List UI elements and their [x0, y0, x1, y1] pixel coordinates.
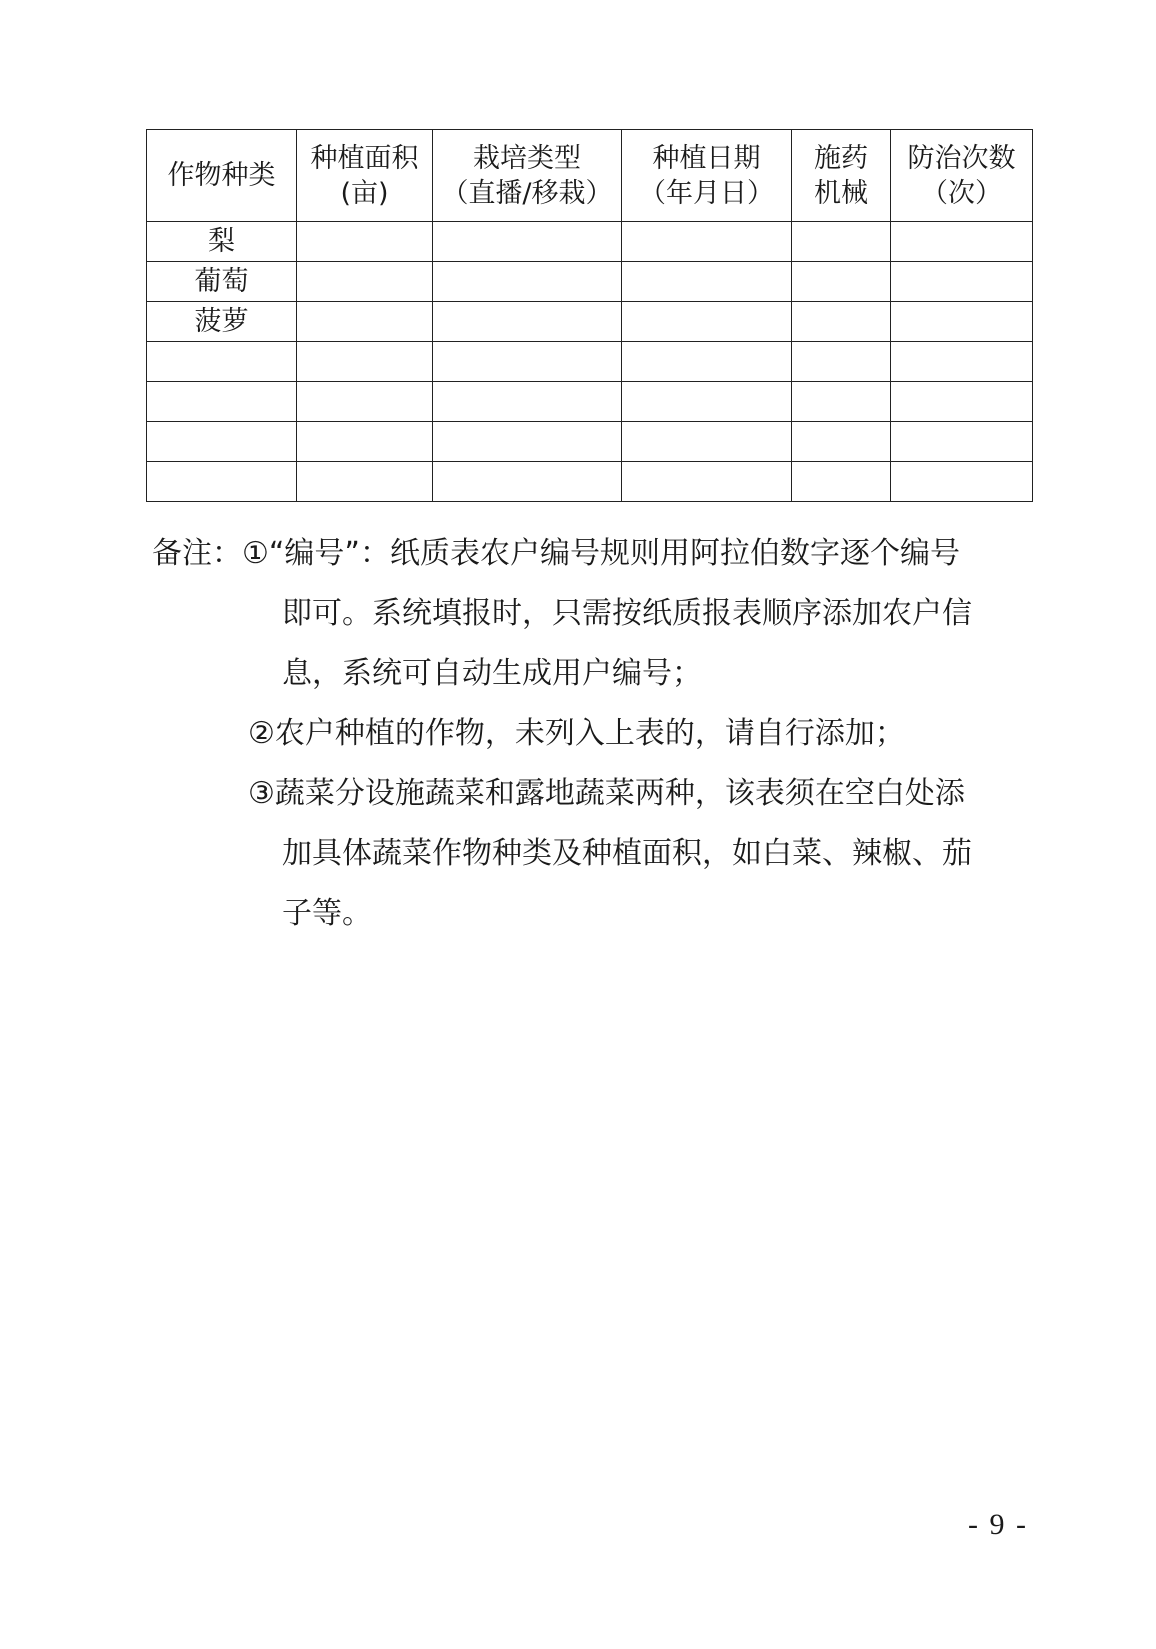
table-row [147, 462, 1033, 502]
table-cell [891, 462, 1033, 502]
table-cell [297, 262, 433, 302]
table-cell [297, 342, 433, 382]
table-cell: 葡萄 [147, 262, 297, 302]
table-cell [622, 342, 792, 382]
table-cell [891, 302, 1033, 342]
table-cell [433, 462, 622, 502]
table-cell [622, 222, 792, 262]
header-crop-type: 作物种类 [147, 130, 297, 222]
table-header-row [147, 130, 1033, 222]
table-cell [792, 422, 891, 462]
table-cell [792, 342, 891, 382]
table-row [147, 262, 1033, 302]
table-cell [792, 222, 891, 262]
note-item-1-line-2: 即可。系统填报时，只需按纸质报表顺序添加农户信 [282, 596, 972, 631]
header-planting-date: 种植日期 （年月日） [622, 130, 792, 222]
table-cell: 梨 [147, 222, 297, 262]
notes-section [152, 524, 1032, 944]
table-row [147, 222, 1033, 262]
table-cell [433, 222, 622, 262]
table-cell [622, 262, 792, 302]
table-cell [147, 422, 297, 462]
header-cultivation-type: 栽培类型 （直播/移栽） [433, 130, 622, 222]
table-row [147, 302, 1033, 342]
table-cell [297, 382, 433, 422]
note-item-1-line-1 [152, 524, 1032, 584]
header-spraying-machinery: 施药 机械 [792, 130, 891, 222]
table-cell [622, 302, 792, 342]
note-item-3-line-2: 加具体蔬菜作物种类及种植面积，如白菜、辣椒、茄 [282, 836, 972, 871]
table-cell [433, 382, 622, 422]
note-item-1-line-3: 息，系统可自动生成用户编号； [282, 656, 702, 691]
page-number: - 9 - [968, 1508, 1028, 1541]
table-cell [433, 342, 622, 382]
table-cell [147, 382, 297, 422]
table-cell [792, 262, 891, 302]
table-cell [792, 462, 891, 502]
table-cell [891, 222, 1033, 262]
table-cell [891, 422, 1033, 462]
notes-prefix: 备注： [152, 536, 242, 571]
table-cell [622, 382, 792, 422]
table-cell [891, 262, 1033, 302]
table-cell [297, 462, 433, 502]
table-cell [297, 422, 433, 462]
table-cell [792, 302, 891, 342]
table-cell [147, 462, 297, 502]
header-control-count: 防治次数 （次） [891, 130, 1033, 222]
note-item-1-text: ①“编号”：纸质表农户编号规则用阿拉伯数字逐个编号 [242, 536, 960, 571]
table-cell [622, 422, 792, 462]
table-row [147, 422, 1033, 462]
table-cell [297, 222, 433, 262]
table-cell [147, 342, 297, 382]
table-cell [891, 382, 1033, 422]
table-cell [622, 462, 792, 502]
crop-table [146, 129, 1033, 502]
table-cell: 菠萝 [147, 302, 297, 342]
note-item-2-line-1: ②农户种植的作物，未列入上表的，请自行添加； [248, 716, 905, 751]
note-item-3-line-3: 子等。 [282, 896, 372, 931]
table-cell [433, 422, 622, 462]
table-cell [891, 342, 1033, 382]
table-row [147, 382, 1033, 422]
table-row [147, 342, 1033, 382]
header-planting-area: 种植面积 (亩) [297, 130, 433, 222]
table-cell [433, 302, 622, 342]
table-cell [433, 262, 622, 302]
table-cell [792, 382, 891, 422]
table-cell [297, 302, 433, 342]
note-item-3-line-1: ③蔬菜分设施蔬菜和露地蔬菜两种，该表须在空白处添 [248, 776, 965, 811]
